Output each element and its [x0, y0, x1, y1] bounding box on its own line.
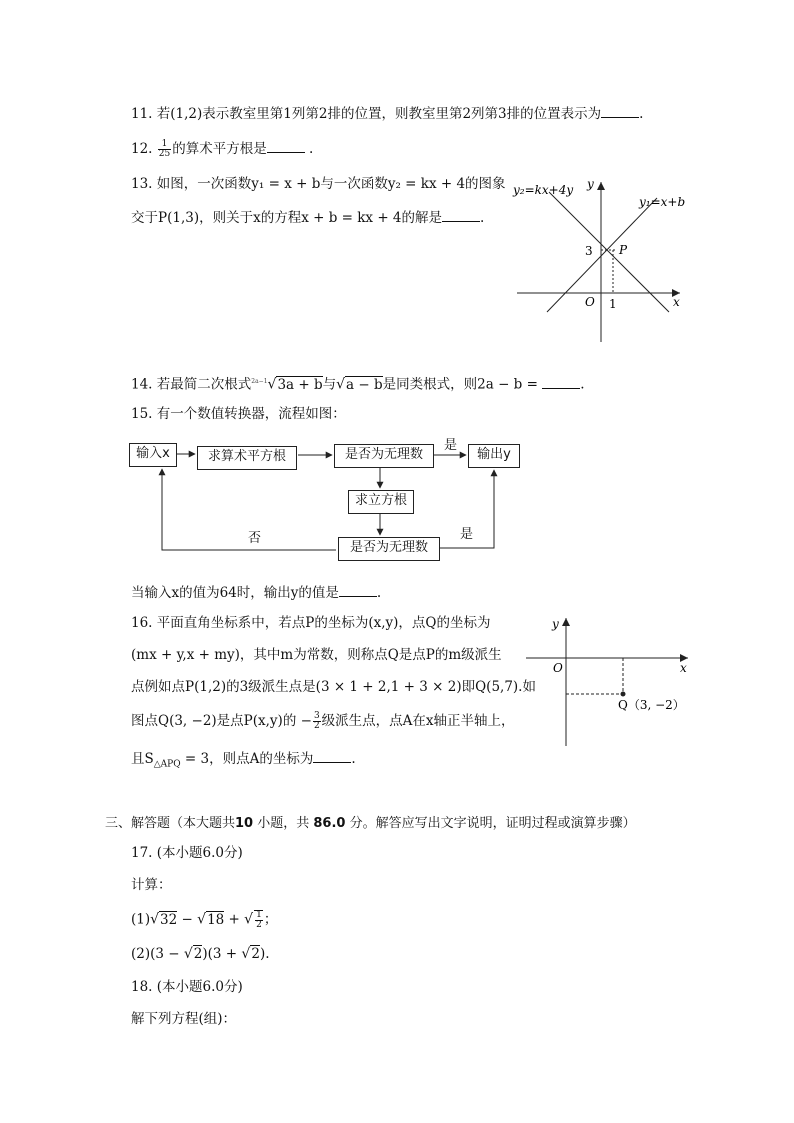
- question-17-part2: (2)(3 − √2)(3 + √2).: [131, 946, 270, 962]
- label-y: y: [552, 617, 559, 631]
- question-17-calc: 计算：: [131, 877, 172, 893]
- box-cbrt: 求立方根: [348, 490, 414, 514]
- label-origin: O: [585, 295, 595, 309]
- fraction-1-25: $\frac{1}{25}$: [158, 139, 171, 159]
- question-15-title: 15. 有一个数值转换器，流程如图：: [131, 406, 346, 422]
- label-y: y: [587, 177, 594, 191]
- label-x: x: [680, 661, 687, 675]
- question-18-head: 18. (本小题6.0分): [131, 979, 243, 995]
- question-17-head: 17. (本小题6.0分): [131, 845, 243, 861]
- label-yes-1: 是: [444, 438, 458, 453]
- question-14: 14. 若最简二次根式$^{2a-1}$√3a + b与√a − b是同类根式，则2a − b = .: [131, 373, 585, 394]
- question-15-after: 当输入x的值为64时，输出y的值是 .: [131, 582, 381, 602]
- fraction-3-2: $\frac{3}{2}$: [313, 711, 320, 731]
- box-output: 输出y: [468, 444, 520, 468]
- box-irrational-1: 是否为无理数: [334, 444, 434, 468]
- label-origin: O: [553, 661, 563, 675]
- box-irrational-2: 是否为无理数: [338, 537, 440, 561]
- answer-blank-16: [313, 748, 351, 763]
- q16-graph: [520, 612, 700, 752]
- label-y1: y₁=x+b: [639, 195, 686, 209]
- label-p: P: [619, 243, 628, 257]
- question-16-line1: 16. 平面直角坐标系中，若点P的坐标为(x,y)，点Q的坐标为: [131, 615, 491, 631]
- label-1: 1: [609, 297, 617, 311]
- question-13-line2: 交于P(1,3)，则关于x的方程x + b = kx + 4的解是 .: [131, 207, 484, 227]
- label-q: Q（3, −2）: [618, 698, 685, 712]
- box-sqrt: 求算术平方根: [197, 446, 297, 470]
- label-no: 否: [248, 531, 262, 546]
- question-17-part1: (1)√32 − √18 + √ $\frac{1}{2}$ ；: [131, 910, 278, 930]
- question-13-line1: 13. 如图，一次函数y₁ = x + b与一次函数y₂ = kx + 4的图象: [131, 176, 506, 192]
- label-3: 3: [585, 244, 593, 258]
- section-3-header: 三、解答题（本大题共10 小题，共 86.0 分。解答应写出文字说明，证明过程或演算步骤）: [105, 816, 636, 831]
- point-q: [621, 692, 626, 697]
- answer-blank-15: [339, 582, 377, 597]
- label-yes-2: 是: [460, 527, 474, 542]
- question-11: 11. 若(1,2)表示教室里第1列第2排的位置，则教室里第2列第3排的位置表示为 .: [131, 103, 643, 123]
- label-y2: y₂=kx+4y: [513, 183, 574, 197]
- box-input: 输入x: [129, 443, 177, 467]
- question-18-text: 解下列方程(组)：: [131, 1011, 237, 1027]
- question-16-line5: 且$S_{\triangle APQ} = 3$，则点A的坐标为 .: [131, 748, 356, 774]
- question-12: 12. $\frac{1}{25}$ 的算术平方根是 .: [131, 139, 314, 159]
- fraction-1-2: $\frac{1}{2}$: [256, 910, 262, 930]
- label-x: x: [673, 295, 680, 309]
- question-16-line2: (mx + y,x + my)，其中m为常数，则称点Q是点P的m级派生: [131, 647, 502, 663]
- question-16-line4: 图点Q(3, −2)是点P(x,y)的 − $\frac{3}{2}$ 级派生点，点A在x轴正半轴上，: [131, 711, 515, 731]
- question-16-line3: 点例如点P(1,2)的3级派生点是(3 × 1 + 2,1 + 3 × 2)即Q(5,7).如: [131, 679, 536, 695]
- y-axis-arrow: [562, 618, 570, 626]
